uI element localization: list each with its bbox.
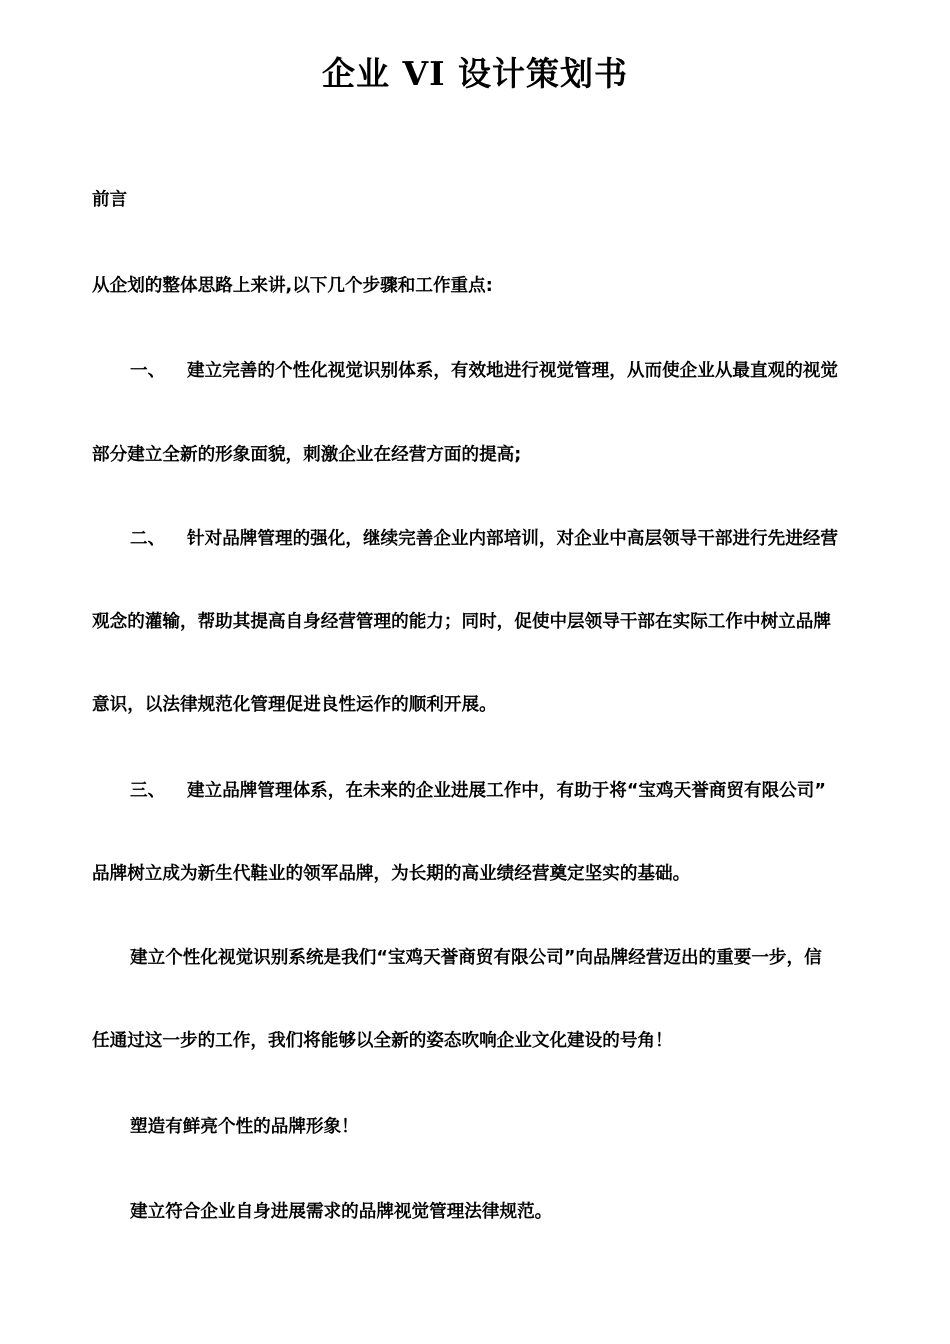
list-item-2 — [130, 527, 942, 551]
list-item-text: 针对品牌管理的强化，继续完善企业内部培训，对企业中高层领导干部进行先进经营 — [187, 529, 838, 549]
list-item-3-continuation: 品牌树立成为新生代鞋业的领军品牌，为长期的高业绩经营奠定坚实的基础。 — [92, 864, 691, 884]
list-item-text: 建立品牌管理体系，在未来的企业进展工作中，有助于将“宝鸡天誉商贸有限公司” — [187, 781, 826, 801]
list-item-2-continuation: 观念的灌输，帮助其提高自身经营管理的能力；同时，促使中层领导干部在实际工作中树立品牌 — [92, 612, 831, 632]
list-item-text: 建立完善的个性化视觉识别体系，有效地进行视觉管理，从而使企业从最直观的视觉 — [187, 361, 838, 381]
slogan-visual-standards: 建立符合企业自身进展需求的品牌视觉管理法律规范。 — [130, 1202, 553, 1222]
closing-paragraph-continuation: 任通过这一步的工作，我们将能够以全新的姿态吹响企业文化建设的号角！ — [92, 1031, 673, 1051]
slogan-brand-image: 塑造有鲜亮个性的品牌形象！ — [130, 1117, 359, 1137]
document-title: 企业 VI 设计策划书 — [321, 54, 629, 93]
list-item-number: 一、 — [130, 361, 166, 381]
list-item-number: 二、 — [130, 529, 166, 549]
intro-text: 从企划的整体思路上来讲,以下几个步骤和工作重点: — [92, 276, 493, 296]
preface-heading: 前言 — [92, 190, 128, 210]
list-item-2-continuation: 意识，以法律规范化管理促进良性运作的顺利开展。 — [92, 695, 497, 715]
list-item-1 — [130, 359, 942, 383]
list-item-number: 三、 — [130, 781, 166, 801]
list-item-1-continuation: 部分建立全新的形象面貌，刺激企业在经营方面的提高; — [92, 445, 522, 465]
list-item-3 — [130, 779, 942, 803]
closing-paragraph: 建立个性化视觉识别系统是我们“宝鸡天誉商贸有限公司”向品牌经营迈出的重要一步，信 — [130, 948, 822, 968]
